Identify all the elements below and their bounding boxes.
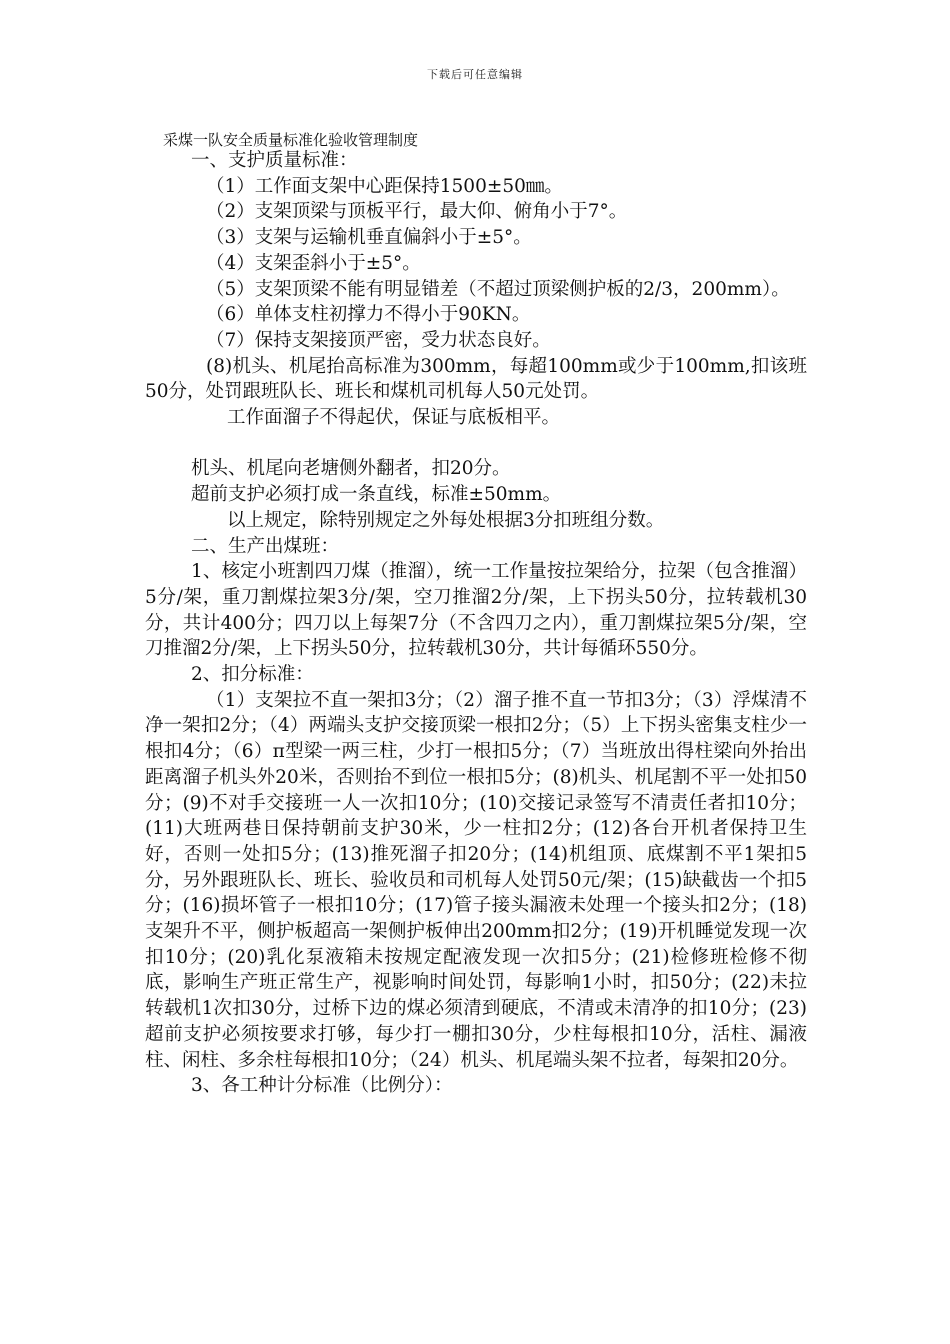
deduction-standards-paragraph: （1）支架拉不直一架扣3分；（2）溜子推不直一节扣3分；（3）浮煤清不净一架扣2分；（4）两端头支护交接顶梁一根扣2分；（5）上下拐头密集支柱少一根扣4分；（6）π型梁一两三柱，少打一根扣5分；（7）当班放出得柱梁向外抬出距离溜子机头外20米，否则抬不到位一根扣5分；(8)机头、机尾割不平一处扣50分；(9)不对手交接班一人一次扣10分；(10)交接记录签写不清责任者扣10分；(11)大班两巷日保持朝前支护30米，少一柱扣2分；(12)各台开机者保持卫生好，否则一处扣5分；(13)推死溜子扣20分；(14)机组顶、底煤割不平1架扣5分，另外跟班队长、班长、验收员和司机每人处罚50元/架；(15)缺截齿一个扣5分；(16)损坏管子一根扣10分；(17)管子接头漏液未处理一个接头扣2分；(18)支架升不平，侧护板超高一架侧护板伸出200mm扣2分；(19)开机睡觉发现一次扣10分；(20)乳化泵液箱未按规定配液发现一次扣5分；(21)检修班检修不彻底，影响生产班正常生产，视影响时间处罚，每影响1小时，扣50分；(22)未拉转载机1次扣30分，过桥下边的煤必须清到硬底，不清或未清净的扣10分；(23)超前支护必须按要求打够，每少打一棚扣30分，少柱每根扣10分，活柱、漏液柱、闲柱、多余柱每根扣10分；（24）机头、机尾端头架不拉者，每架扣20分。	[145, 689, 807, 1071]
support-standard-item-4: （4）支架歪斜小于±5°。	[206, 252, 421, 274]
subheading-scoring-standards: 3、各工种计分标准（比例分）：	[191, 1075, 453, 1097]
blank-line	[145, 431, 807, 457]
conveyor-level-rule: 工作面溜子不得起伏，保证与底板相平。	[227, 407, 561, 429]
deduction-summary: 以上规定，除特别规定之外每处根据3分扣班组分数。	[227, 509, 665, 531]
support-standard-item-5: （5）支架顶梁不能有明显错差（不超过顶梁侧护板的2/3，200mm）。	[206, 278, 790, 300]
advance-support-rule: 超前支护必须打成一条直线，标准±50mm。	[191, 484, 562, 506]
document-body	[145, 148, 807, 1099]
support-standard-item-6: （6）单体支柱初撑力不得小于90KN。	[206, 304, 531, 326]
production-quota-paragraph: 1、核定小班割四刀煤（推溜），统一工作量按拉架给分，拉架（包含推溜）5分/架，重刀割煤拉架3分/架，空刀推溜2分/架，上下拐头50分，拉转载机30分，共计400分；四刀以上每架7分（不含四刀之内），重刀割煤拉架5分/架，空刀推溜2分/架，上下拐头50分，拉转载机30分，共计每循环550分。	[145, 561, 807, 660]
section-heading-support-standards: 一、支护质量标准：	[191, 150, 358, 171]
subheading-deduction-standards: 2、扣分标准：	[191, 664, 314, 686]
support-standard-item-1: （1）工作面支架中心距保持1500±50㎜。	[206, 175, 563, 197]
support-standard-item-7: （7）保持支架接顶严密，受力状态良好。	[206, 329, 551, 351]
header-note: 下载后可任意编辑	[427, 68, 523, 81]
support-standard-item-2: （2）支架顶梁与顶板平行，最大仰、俯角小于7°。	[206, 201, 628, 223]
head-tail-rule: 机头、机尾向老塘侧外翻者，扣20分。	[191, 458, 511, 480]
document-title: 采煤一队安全质量标准化验收管理制度	[163, 131, 419, 149]
support-standard-item-3: （3）支架与运输机垂直偏斜小于±5°。	[206, 227, 532, 249]
section-heading-production-shift: 二、生产出煤班：	[191, 535, 340, 557]
support-standard-item-8: (8)机头、机尾抬高标准为300mm，每超100mm或少于100mm,扣该班50分，处罚跟班队长、班长和煤机司机每人50元处罚。	[145, 355, 807, 403]
